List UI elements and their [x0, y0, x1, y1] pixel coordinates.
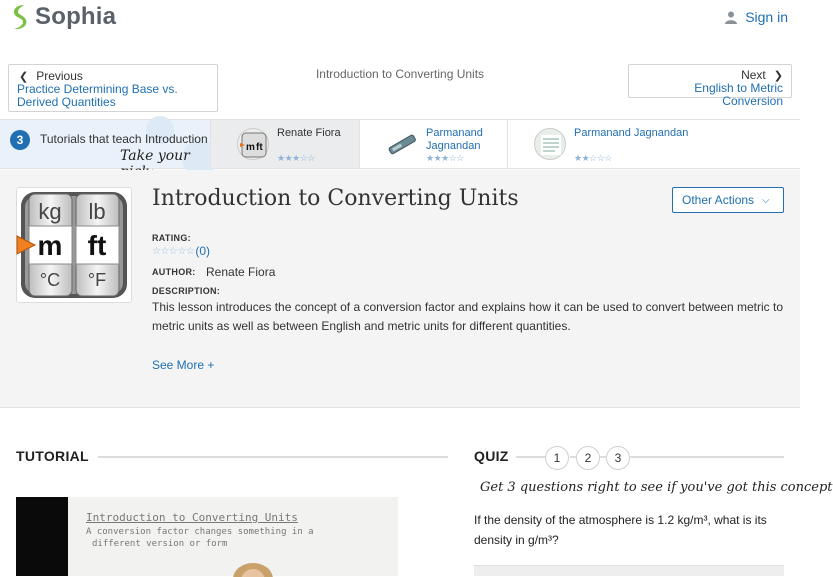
rating-label: RATING:	[152, 233, 191, 243]
star-rating-icon: ★★★☆☆	[277, 153, 315, 163]
sophia-logo[interactable]	[9, 3, 116, 31]
quiz-step-1[interactable]: 1	[545, 446, 569, 470]
quiz-step-3[interactable]: 3	[606, 446, 630, 470]
empty-stars-icon: ☆☆☆☆☆	[152, 245, 195, 257]
see-more-link[interactable]: See More +	[152, 358, 215, 372]
next-label: Next	[741, 68, 766, 82]
current-lesson-title: Introduction to Converting Units	[315, 67, 485, 81]
site-header	[0, 0, 800, 38]
star-rating-icon: ★★☆☆☆	[574, 153, 612, 163]
quiz-hint: Get 3 questions right to see if you've got this concept	[480, 480, 833, 495]
tutorial-count-badge: 3	[10, 130, 30, 150]
tutorial-thumbnail-icon	[237, 128, 269, 160]
tutorial-heading: TUTORIAL	[16, 448, 89, 464]
board-heading: Introduction to Converting Units	[86, 511, 298, 524]
quiz-heading: QUIZ	[474, 448, 509, 464]
sign-in-link[interactable]	[725, 9, 788, 25]
tutorial-thumbnail-icon	[534, 128, 566, 160]
svg-text:lb: lb	[88, 199, 106, 224]
quiz-divider	[516, 456, 546, 458]
take-your-pick-label: Take your	[120, 148, 190, 164]
tutorial-video[interactable]	[16, 497, 398, 576]
sign-in-label: Sign in	[745, 9, 788, 25]
tutorial-divider	[98, 456, 448, 458]
author-label: AUTHOR:	[152, 267, 196, 277]
lesson-info-panel	[0, 170, 800, 408]
tutorial-author: Renate Fiora	[277, 127, 341, 139]
svg-text:ft: ft	[256, 142, 263, 153]
tutorial-card-2[interactable]	[359, 120, 507, 168]
quiz-divider	[630, 456, 784, 458]
quiz-answer-area[interactable]	[474, 565, 784, 576]
other-actions-label: Other Actions	[682, 193, 755, 207]
svg-text:°C: °C	[39, 270, 61, 290]
tutorial-author: Parmanand Jagnandan	[426, 127, 483, 152]
author-name: Renate Fiora	[206, 265, 276, 279]
sophia-logo-icon	[9, 3, 31, 31]
lesson-title: Introduction to Converting Units	[152, 186, 519, 211]
tutorial-thumbnail-icon	[386, 128, 418, 160]
tutorials-label: Tutorials that teach Introduction	[40, 132, 208, 146]
lesson-thumbnail	[16, 187, 132, 303]
svg-text:°F: °F	[87, 270, 107, 290]
next-lesson-button[interactable]	[628, 64, 792, 108]
next-direction	[637, 68, 783, 82]
tutorials-count-panel	[0, 120, 210, 168]
tutorial-author: Parmanand Jagnandan	[574, 127, 689, 139]
quiz-step-2[interactable]: 2	[576, 446, 600, 470]
chevron-right-icon: ❯	[773, 69, 783, 82]
user-icon	[725, 11, 737, 24]
svg-text:m: m	[246, 142, 255, 153]
svg-text:kg: kg	[38, 199, 62, 224]
tutorial-card-1[interactable]	[210, 120, 359, 168]
tutorial-card-3[interactable]	[507, 120, 800, 168]
lesson-description: This lesson introduces the concept of a conversion factor and explains how it can be used to convert between metric to metric units as well as between English and metric units for different quantities.	[152, 300, 784, 333]
star-rating-icon: ★★★☆☆	[426, 153, 464, 163]
presenter-image	[218, 555, 288, 577]
rating-count[interactable]: (0)	[195, 244, 210, 258]
quiz-question: If the density of the atmosphere is 1.2 kg/m³, what is its density in g/m³?	[474, 513, 767, 547]
other-actions-dropdown[interactable]	[672, 187, 784, 213]
previous-label: Previous	[36, 69, 83, 83]
tutorials-strip	[0, 119, 800, 169]
rating-row[interactable]	[152, 244, 210, 258]
chevron-left-icon: ❮	[19, 70, 29, 83]
next-lesson-title[interactable]: English to Metric Conversion	[694, 81, 783, 108]
board-line: different version or form	[92, 539, 228, 549]
brand-name: Sophia	[35, 3, 117, 30]
lesson-navigation	[0, 58, 800, 114]
video-frame	[68, 497, 398, 576]
svg-text:ft: ft	[87, 230, 107, 261]
board-line: A conversion factor changes something in a	[86, 527, 314, 537]
chevron-down-icon: ⌵	[762, 194, 770, 206]
unit-converter-icon	[17, 188, 131, 302]
description-label: DESCRIPTION:	[152, 286, 221, 296]
previous-lesson-title[interactable]: Practice Determining Base vs. Derived Quantities	[17, 82, 178, 109]
svg-text:m: m	[37, 230, 63, 261]
